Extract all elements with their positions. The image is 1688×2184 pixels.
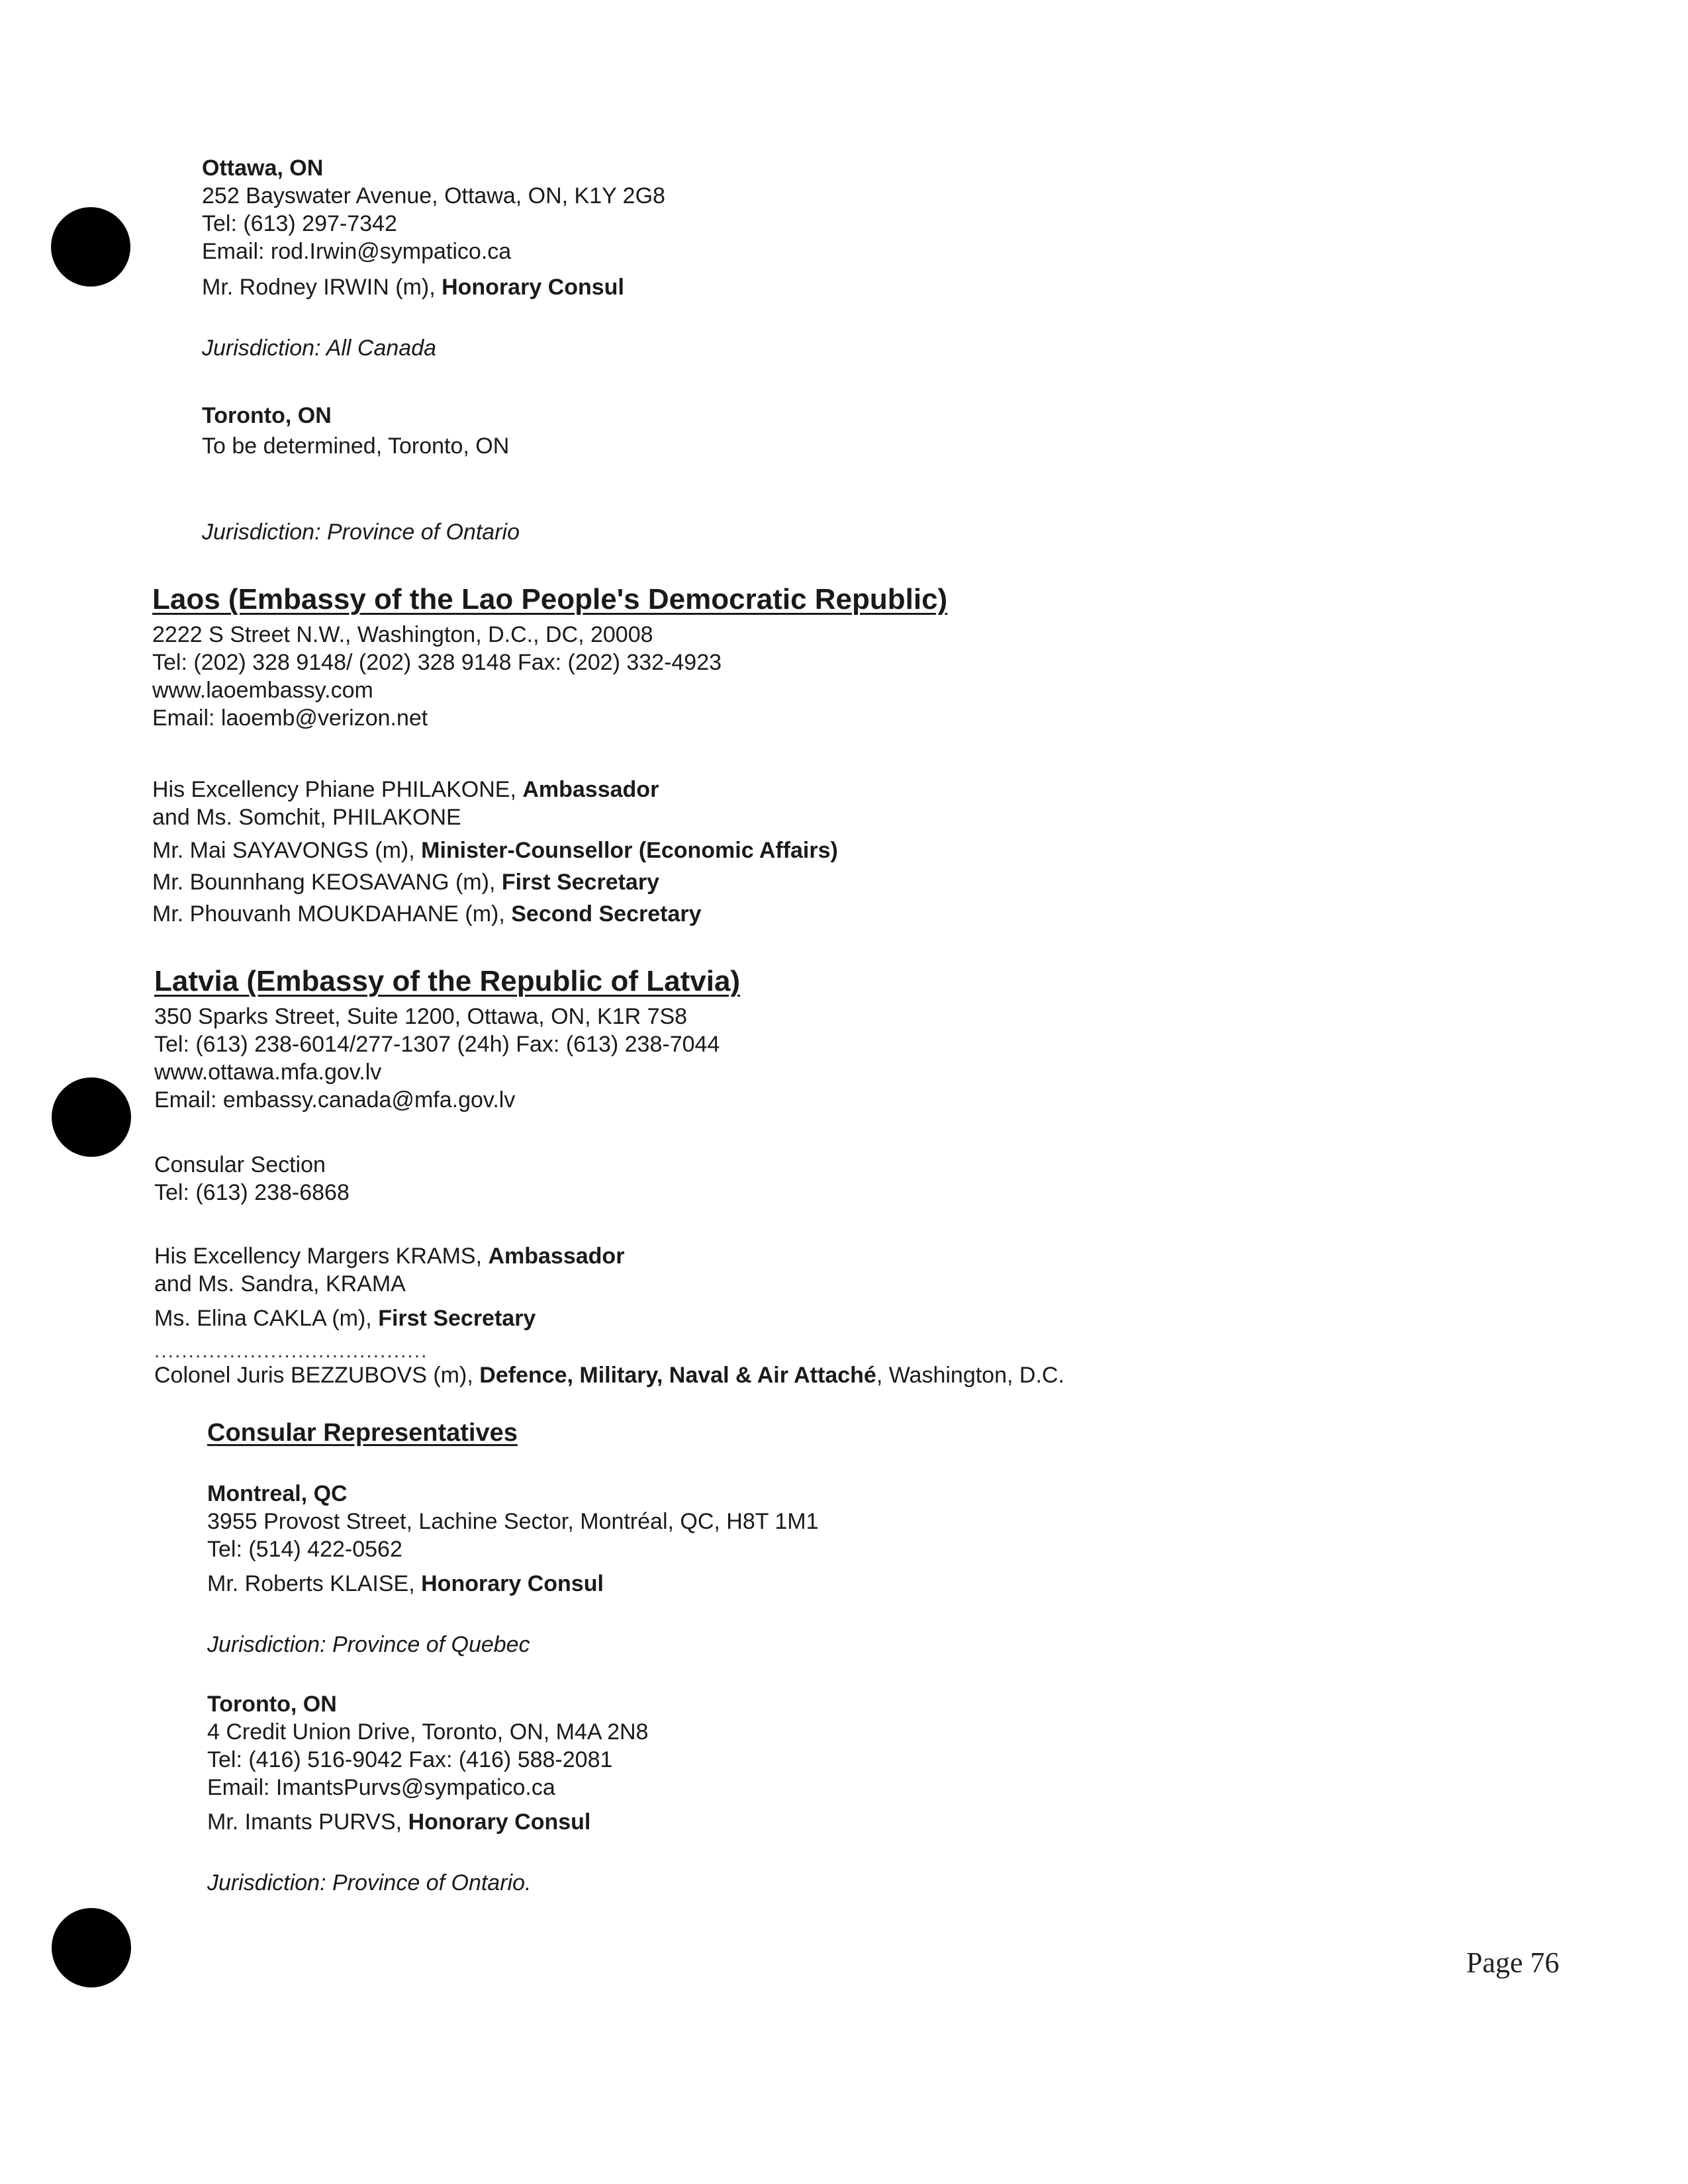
email: Email: rod.Irwin@sympatico.ca <box>202 239 512 264</box>
telephone-fax: Tel: (416) 516-9042 Fax: (416) 588-2081 <box>207 1747 613 1772</box>
person-title: Honorary Consul <box>442 275 624 300</box>
consular-representatives <box>207 1418 819 1897</box>
attache-entry <box>154 1361 1064 1389</box>
staff-name: Mr. Mai SAYAVONGS (m), <box>152 838 422 863</box>
city-heading: Toronto, ON <box>207 1692 337 1717</box>
jurisdiction-value: All Canada <box>326 336 437 361</box>
jurisdiction-value: Province of Quebec <box>332 1632 530 1657</box>
email: Email: laoemb@verizon.net <box>152 705 428 731</box>
person-name: Mr. Imants PURVS, <box>207 1809 408 1835</box>
address: 350 Sparks Street, Suite 1200, Ottawa, ON, K1R 7S8 <box>154 1004 688 1029</box>
jurisdiction-value: Province of Ontario <box>326 520 520 545</box>
staff-entry <box>152 837 947 864</box>
email: Email: embassy.canada@mfa.gov.lv <box>154 1087 516 1113</box>
jurisdiction-label: Jurisdiction: <box>202 336 326 361</box>
section-heading: Latvia (Embassy of the Republic of Latvia) <box>154 965 741 997</box>
toronto-tbd-block <box>202 402 520 546</box>
staff-title: Minister-Counsellor (Economic Affairs) <box>421 838 838 863</box>
address: 252 Bayswater Avenue, Ottawa, ON, K1Y 2G8 <box>202 183 665 208</box>
email: Email: ImantsPurvs@sympatico.ca <box>207 1775 555 1800</box>
staff-name: Ms. Elina CAKLA (m), <box>154 1306 379 1331</box>
staff-name: Mr. Phouvanh MOUKDAHANE (m), <box>152 901 512 927</box>
website: www.ottawa.mfa.gov.lv <box>154 1060 382 1085</box>
address: 4 Credit Union Drive, Toronto, ON, M4A 2N8 <box>207 1719 649 1745</box>
staff-entry <box>154 1242 1064 1270</box>
section-heading: Laos (Embassy of the Lao People's Democratic Republic) <box>152 583 948 615</box>
staff-entry <box>154 1270 1064 1298</box>
consular-section-label: Consular Section <box>154 1152 326 1177</box>
staff-name: and Ms. Somchit, PHILAKONE <box>152 805 461 830</box>
staff-name: His Excellency Phiane PHILAKONE, <box>152 777 523 802</box>
punch-hole <box>52 1077 131 1157</box>
address: 2222 S Street N.W., Washington, D.C., DC, 20008 <box>152 622 653 647</box>
staff-name: His Excellency Margers KRAMS, <box>154 1244 489 1269</box>
laos-embassy-section <box>152 582 947 928</box>
telephone: Tel: (514) 422-0562 <box>207 1537 402 1562</box>
latvia-embassy-section <box>154 964 1064 1389</box>
jurisdiction <box>207 1869 819 1897</box>
person-name: Mr. Roberts KLAISE, <box>207 1571 422 1596</box>
city-heading: Montreal, QC <box>207 1481 348 1506</box>
city-heading: Ottawa, ON <box>202 156 324 181</box>
staff-name: Mr. Bounnhang KEOSAVANG (m), <box>152 870 502 895</box>
jurisdiction-value: Province of Ontario. <box>332 1870 532 1895</box>
jurisdiction <box>207 1631 819 1659</box>
person-name: Mr. Rodney IRWIN (m), <box>202 275 442 300</box>
staff-name: and Ms. Sandra, KRAMA <box>154 1271 406 1297</box>
jurisdiction <box>202 518 520 546</box>
jurisdiction-label: Jurisdiction: <box>207 1870 332 1895</box>
ottawa-consul-block <box>202 154 665 362</box>
staff-list <box>152 776 947 928</box>
website: www.laoembassy.com <box>152 678 373 703</box>
staff-entry <box>154 1304 1064 1332</box>
staff-title: Ambassador <box>488 1244 625 1269</box>
jurisdiction-label: Jurisdiction: <box>202 520 327 545</box>
jurisdiction-label: Jurisdiction: <box>207 1632 332 1657</box>
staff-entry <box>152 900 947 928</box>
telephone-fax: Tel: (202) 328 9148/ (202) 328 9148 Fax: (202) 332-4923 <box>152 650 722 675</box>
person-title: Honorary Consul <box>421 1571 604 1596</box>
staff-name: Colonel Juris BEZZUBOVS (m), <box>154 1363 480 1388</box>
page-number: Page 76 <box>1466 1946 1560 1979</box>
staff-entry <box>152 803 947 831</box>
staff-title: Second Secretary <box>511 901 702 927</box>
city-heading: Toronto, ON <box>202 403 332 428</box>
address: 3955 Provost Street, Lachine Sector, Montréal, QC, H8T 1M1 <box>207 1509 819 1534</box>
staff-title: First Secretary <box>378 1306 536 1331</box>
staff-title: First Secretary <box>501 870 659 895</box>
address: To be determined, Toronto, ON <box>202 433 510 459</box>
jurisdiction <box>202 334 665 362</box>
staff-title: Ambassador <box>522 777 659 802</box>
staff-list <box>154 1242 1064 1332</box>
person-entry <box>207 1808 819 1836</box>
punch-hole <box>52 1908 131 1987</box>
telephone-fax: Tel: (613) 238-6014/277-1307 (24h) Fax: (613) 238-7044 <box>154 1032 720 1057</box>
person-entry <box>207 1570 819 1598</box>
consular-telephone: Tel: (613) 238-6868 <box>154 1180 350 1205</box>
staff-title: Defence, Military, Naval & Air Attaché <box>479 1363 876 1388</box>
toronto-consul-block <box>207 1690 819 1897</box>
punch-hole <box>51 207 130 287</box>
person-entry <box>202 273 665 301</box>
staff-entry <box>152 776 947 803</box>
dotted-separator: ........................................ <box>154 1340 428 1362</box>
staff-entry <box>152 868 947 896</box>
person-title: Honorary Consul <box>408 1809 591 1835</box>
montreal-consul-block <box>207 1480 819 1659</box>
staff-location: , Washington, D.C. <box>876 1363 1064 1388</box>
subsection-heading: Consular Representatives <box>207 1419 518 1447</box>
telephone: Tel: (613) 297-7342 <box>202 211 397 236</box>
